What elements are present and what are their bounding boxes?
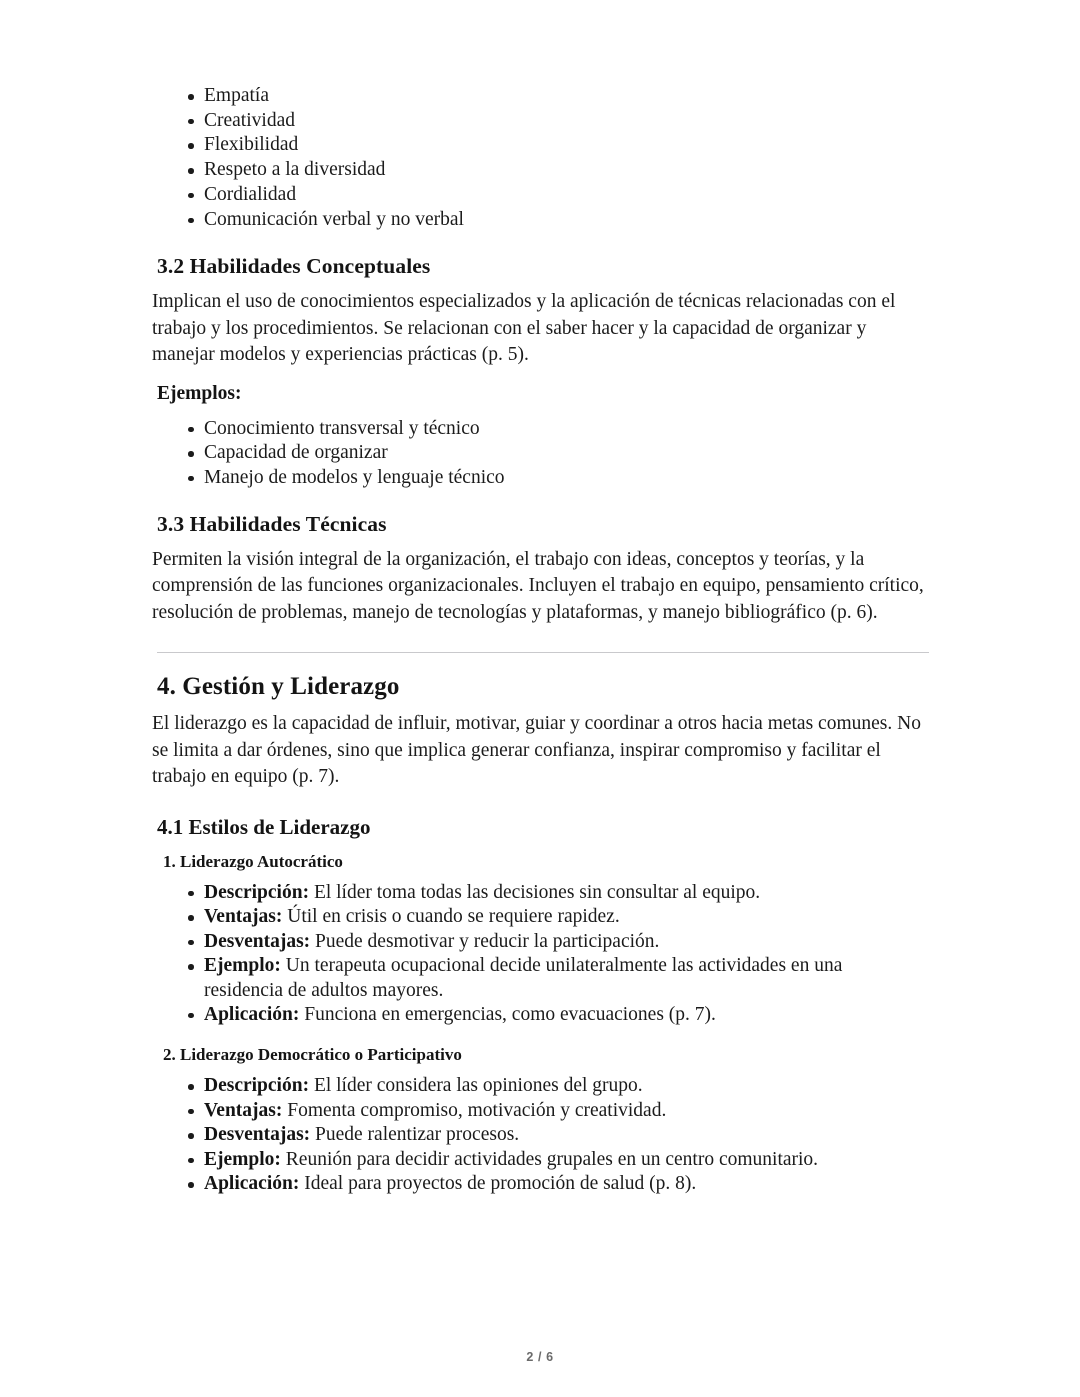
point-text: Funciona en emergencias, como evacuaciones (p. 7). [299, 1003, 716, 1025]
paragraph-section-4: El liderazgo es la capacidad de influir, motivar, guiar y coordinar a otros hacia metas comunes. No se limita a dar órdenes, sino que implica generar confianza, inspirar compromiso y facilitar el trabajo en equipo (p. 7). [152, 713, 921, 788]
point-text: Ideal para proyectos de promoción de salud (p. 8). [299, 1173, 697, 1194]
point-label: Descripción: [204, 881, 310, 903]
spacer [152, 490, 924, 512]
list-item [152, 158, 924, 182]
spacer [152, 1027, 924, 1045]
list-item [152, 930, 924, 954]
point-label: Desventajas: [204, 930, 311, 952]
paragraph-section-3-2: Implican el uso de conocimientos especializados y la aplicación de técnicas relacionadas con el trabajo y los procedimientos. Se relacionan con el saber hacer y la capacidad de organizar y manejar modelos y experiencias prácticas (p. 5). [152, 291, 896, 366]
point-text: El líder toma todas las decisiones sin consultar al equipo. [309, 881, 761, 903]
paragraph-section-3-3: Permiten la visión integral de la organización, el trabajo con ideas, conceptos y teorías, y la comprensión de las funciones organizacionales. Incluyen el trabajo en equipo, pensamiento crítico, resolución de problemas, manejo de tecnologías y plataformas, y manejo bibliográfico (p. 6). [152, 548, 924, 623]
list-item-label: Flexibilidad [204, 134, 299, 156]
list-item [152, 109, 924, 133]
point-label: Aplicación: [204, 1003, 300, 1025]
list-item [152, 133, 924, 157]
leadership-style-title-2: 2. Liderazgo Democrático o Participativo [163, 1045, 462, 1065]
spacer [152, 791, 924, 815]
list-item [152, 466, 924, 490]
list-item-label: Cordialidad [204, 183, 297, 205]
list-item [152, 1123, 924, 1147]
spacer [152, 1065, 924, 1074]
heading-section-3-2: 3.2 Habilidades Conceptuales [157, 254, 431, 279]
leadership-style-points-1 [152, 881, 924, 1027]
point-label: Descripción: [204, 1075, 310, 1097]
spacer [152, 872, 924, 881]
spacer [152, 279, 924, 289]
spacer [152, 405, 924, 417]
leadership-style-title-1: 1. Liderazgo Autocrático [163, 851, 343, 871]
point-label: Ventajas: [204, 906, 283, 928]
spacer [152, 701, 924, 711]
point-text: Reunión para decidir actividades grupales en un centro comunitario. [280, 1148, 819, 1170]
list-item-label: Empatía [204, 85, 269, 106]
spacer [152, 840, 924, 852]
point-text: Útil en crisis o cuando se requiere rapidez. [282, 906, 620, 928]
heading-section-3-3: 3.3 Habilidades Técnicas [157, 511, 387, 536]
spacer [152, 232, 924, 254]
list-item [152, 1074, 924, 1098]
point-label: Desventajas: [204, 1124, 311, 1146]
point-text: Puede ralentizar procesos. [310, 1124, 520, 1146]
point-text: El líder considera las opiniones del grupo. [309, 1075, 643, 1097]
list-item [152, 1172, 924, 1196]
spacer [152, 537, 924, 547]
list-item [152, 441, 924, 465]
point-text: Un terapeuta ocupacional decide unilateralmente las actividades en una residencia de adultos mayores. [204, 955, 843, 1001]
point-text: Fomenta compromiso, motivación y creatividad. [282, 1099, 667, 1121]
spacer [152, 653, 924, 673]
list-item [152, 881, 924, 905]
list-item [152, 1099, 924, 1123]
spacer [152, 369, 924, 383]
spacer [152, 626, 924, 652]
examples-list-3-2 [152, 417, 924, 490]
leadership-style-points-2 [152, 1074, 924, 1196]
intro-bullet-list [152, 84, 924, 232]
list-item-label: Conocimiento transversal y técnico [204, 417, 480, 439]
list-item-label: Respeto a la diversidad [204, 159, 386, 181]
examples-label-3-2: Ejemplos: [157, 382, 242, 404]
list-item [152, 417, 924, 441]
list-item [152, 1003, 924, 1027]
list-item [152, 208, 924, 232]
list-item [152, 954, 924, 1003]
list-item [152, 84, 924, 108]
list-item [152, 1148, 924, 1172]
list-item [152, 905, 924, 929]
page-content [152, 84, 924, 1196]
point-text: Puede desmotivar y reducir la participación. [310, 930, 660, 952]
point-label: Ventajas: [204, 1099, 283, 1121]
point-label: Ejemplo: [204, 1148, 281, 1170]
point-label: Aplicación: [204, 1173, 300, 1194]
page-number-label: 2 / 6 [526, 1350, 554, 1364]
heading-section-4: 4. Gestión y Liderazgo [157, 673, 400, 701]
heading-section-4-1: 4.1 Estilos de Liderazgo [157, 814, 371, 839]
page-footer [0, 1350, 1080, 1364]
point-label: Ejemplo: [204, 955, 281, 977]
list-item-label: Manejo de modelos y lenguaje técnico [204, 466, 505, 488]
list-item-label: Comunicación verbal y no verbal [204, 208, 464, 230]
list-item-label: Capacidad de organizar [204, 442, 388, 464]
list-item-label: Creatividad [204, 109, 295, 131]
list-item [152, 183, 924, 207]
